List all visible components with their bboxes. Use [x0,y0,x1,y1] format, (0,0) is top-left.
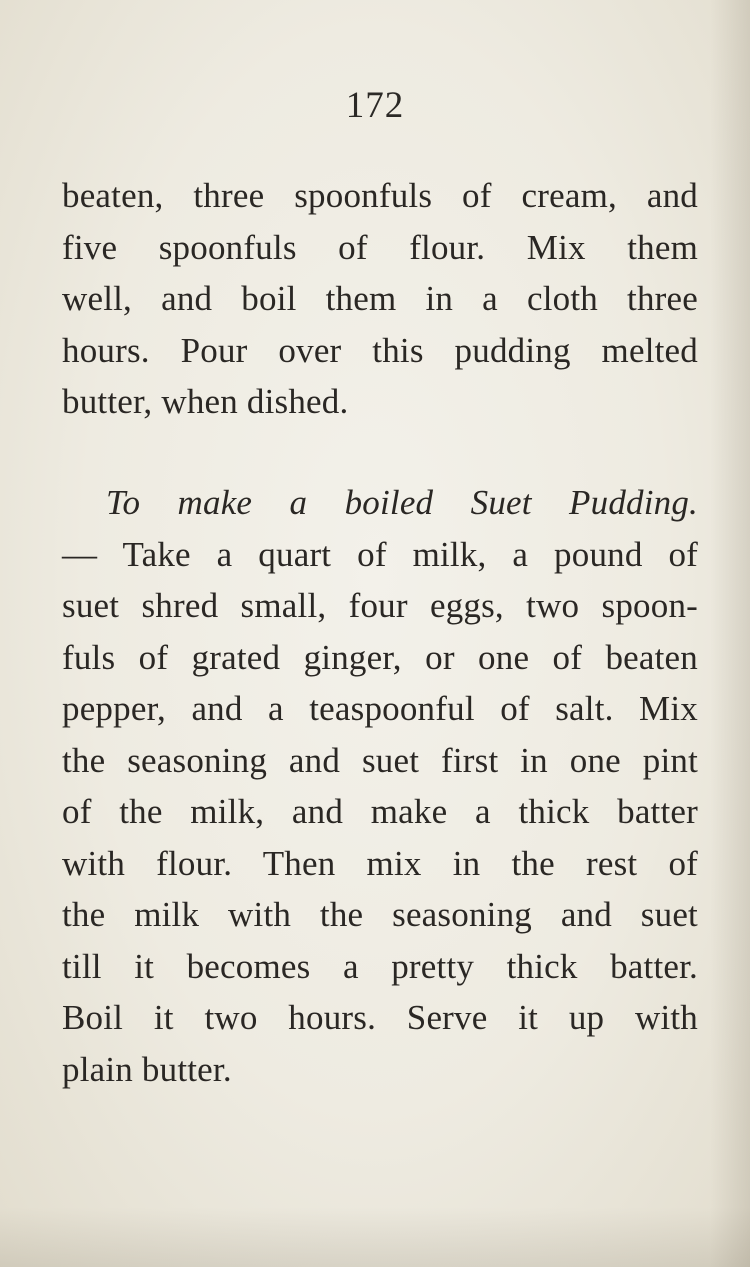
text-line: butter, when dished. [62,382,349,421]
text-line: five spoonfuls of flour. Mix them [62,227,698,267]
text-line: beaten, three spoonfuls of cream, and [62,176,698,215]
text-line: Boil it two hours. Serve it up with [62,998,698,1037]
text-line: of the milk, and make a thick batter [62,792,698,831]
text-line: suet shred small, four eggs, two spoon- [62,586,698,625]
text-line: fuls of grated ginger, or one of beaten [62,637,698,677]
page-number: 172 [345,85,405,126]
text-line: till it becomes a pretty thick batter. [62,946,698,986]
text-line: plain butter. [62,1049,232,1089]
text-line: the seasoning and suet first in one pint [62,740,698,780]
page-edge-shadow [710,0,750,1267]
paragraph-continued [62,170,698,428]
page-bottom-shadow [0,1207,750,1267]
recipe-suet-pudding [62,477,698,1095]
text-line: hours. Pour over this pudding melted [62,330,698,370]
text-line: pepper, and a teaspoonful of salt. Mix [62,689,698,728]
text-line: the milk with the seasoning and suet [62,895,698,934]
text-line: — Take a quart of milk, a pound of [62,534,698,574]
recipe-heading: To make a boiled Suet Pudding. [106,483,698,522]
text-line: well, and boil them in a cloth three [62,279,698,318]
text-line: with flour. Then mix in the rest of [62,843,698,883]
